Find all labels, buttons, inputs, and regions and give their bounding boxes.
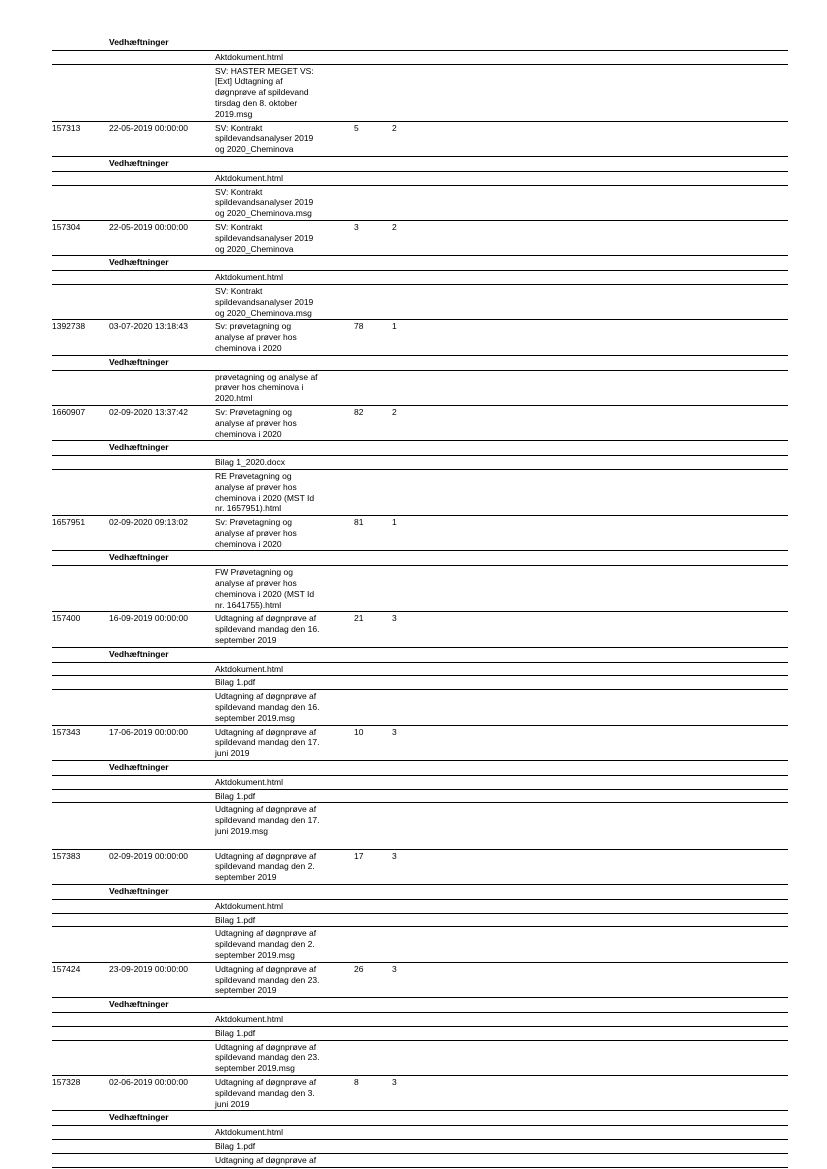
attachment-row bbox=[52, 690, 788, 725]
record-count-b: 3 bbox=[392, 963, 397, 974]
record-count-a: 81 bbox=[354, 517, 364, 528]
record-id: 1657951 bbox=[52, 517, 86, 528]
record-count-a: 5 bbox=[354, 122, 359, 133]
attachments-label: Vedhæftninger bbox=[109, 157, 169, 168]
attachments-label: Vedhæftninger bbox=[109, 552, 169, 563]
record-date: 02-06-2019 00:00:00 bbox=[109, 1076, 188, 1087]
attachment-row bbox=[52, 776, 788, 790]
record-row bbox=[52, 726, 788, 761]
attachment-row bbox=[52, 1154, 788, 1168]
attachments-label: Vedhæftninger bbox=[109, 999, 169, 1010]
attachment-row bbox=[52, 566, 788, 612]
attachment-row bbox=[52, 927, 788, 962]
attachments-header-row bbox=[52, 1111, 788, 1126]
attachment-row bbox=[52, 456, 788, 470]
attachment-name: Bilag 1_2020.docx bbox=[215, 457, 285, 468]
record-date: 22-05-2019 00:00:00 bbox=[109, 221, 188, 232]
record-count-b: 3 bbox=[392, 1076, 397, 1087]
attachment-name: Aktdokument.html bbox=[215, 51, 284, 62]
record-count-b: 1 bbox=[392, 517, 397, 528]
attachments-header-row bbox=[52, 256, 788, 271]
attachments-label: Vedhæftninger bbox=[109, 762, 169, 773]
record-count-a: 3 bbox=[354, 221, 359, 232]
document-table bbox=[52, 36, 788, 1168]
attachment-name: prøvetagning og analyse af prøver hos cheminova i 2020.html bbox=[215, 371, 318, 404]
record-date: 16-09-2019 00:00:00 bbox=[109, 613, 188, 624]
record-id: 157328 bbox=[52, 1076, 81, 1087]
attachments-header-row bbox=[52, 648, 788, 663]
attachment-name: Bilag 1.pdf bbox=[215, 1027, 256, 1038]
attachment-row bbox=[52, 900, 788, 914]
attachment-name: Udtagning af døgnprøve af spildevand mandag den 23. september 2019.msg bbox=[215, 1041, 320, 1074]
record-title: Udtagning af døgnprøve af spildevand mandag den 23. september 2019 bbox=[215, 963, 320, 996]
record-count-b: 1 bbox=[392, 321, 397, 332]
record-row bbox=[52, 221, 788, 256]
attachment-row bbox=[52, 271, 788, 285]
attachments-label: Vedhæftninger bbox=[109, 648, 169, 659]
attachment-row bbox=[52, 371, 788, 406]
attachment-name: Bilag 1.pdf bbox=[215, 677, 256, 688]
attachment-name: SV: HASTER MEGET VS: [Ext] Udtagning af døgnprøve af spildevand tirsdag den 8. oktober 2019.msg bbox=[215, 65, 314, 119]
attachment-row bbox=[52, 285, 788, 320]
attachment-name: Aktdokument.html bbox=[215, 1013, 284, 1024]
record-id: 157313 bbox=[52, 122, 81, 133]
attachment-name: Aktdokument.html bbox=[215, 663, 284, 674]
attachment-row bbox=[52, 663, 788, 677]
attachments-label: Vedhæftninger bbox=[109, 257, 169, 268]
record-row bbox=[52, 963, 788, 998]
attachments-label: Vedhæftninger bbox=[109, 37, 169, 47]
record-title: Udtagning af døgnprøve af spildevand mandag den 16. september 2019 bbox=[215, 613, 320, 646]
record-date: 02-09-2020 13:37:42 bbox=[109, 406, 188, 417]
attachments-header-row bbox=[52, 157, 788, 172]
attachment-name: Aktdokument.html bbox=[215, 776, 284, 787]
record-title: Sv: prøvetagning og analyse af prøver hos cheminova i 2020 bbox=[215, 321, 297, 353]
record-row bbox=[52, 612, 788, 647]
attachment-row bbox=[52, 470, 788, 516]
record-date: 23-09-2019 00:00:00 bbox=[109, 963, 188, 974]
record-date: 02-09-2020 09:13:02 bbox=[109, 517, 188, 528]
attachments-label: Vedhæftninger bbox=[109, 442, 169, 453]
attachment-row bbox=[52, 790, 788, 804]
attachment-name: FW Prøvetagning og analyse af prøver hos cheminova i 2020 (MST Id nr. 1641755).html bbox=[215, 567, 315, 610]
record-count-b: 3 bbox=[392, 726, 397, 737]
record-title: SV: Kontrakt spildevandsanalyser 2019 og 2020_Cheminova bbox=[215, 122, 314, 155]
attachment-name: Udtagning af døgnprøve af bbox=[215, 1154, 317, 1165]
attachment-row bbox=[52, 1126, 788, 1140]
record-count-a: 82 bbox=[354, 406, 364, 417]
attachment-row bbox=[52, 186, 788, 221]
attachment-name: SV: Kontrakt spildevandsanalyser 2019 og 2020_Cheminova.msg bbox=[215, 285, 314, 318]
record-row bbox=[52, 850, 788, 885]
record-id: 157304 bbox=[52, 221, 81, 232]
attachment-row bbox=[52, 1041, 788, 1076]
attachments-header-row bbox=[52, 885, 788, 900]
record-date: 03-07-2020 13:18:43 bbox=[109, 321, 188, 332]
record-count-b: 3 bbox=[392, 850, 397, 861]
record-count-a: 21 bbox=[354, 613, 364, 624]
record-title: Sv: Prøvetagning og analyse af prøver hos cheminova i 2020 bbox=[215, 406, 297, 439]
attachment-name: Udtagning af døgnprøve af spildevand mandag den 16. september 2019.msg bbox=[215, 691, 320, 723]
record-id: 157343 bbox=[52, 726, 81, 737]
attachments-header-row bbox=[52, 761, 788, 776]
attachment-name: RE Prøvetagning og analyse af prøver hos cheminova i 2020 (MST Id nr. 1657951).html bbox=[215, 470, 315, 514]
record-count-a: 10 bbox=[354, 726, 364, 737]
attachment-name: Bilag 1.pdf bbox=[215, 790, 256, 801]
attachment-name: Bilag 1.pdf bbox=[215, 1140, 256, 1151]
attachments-label: Vedhæftninger bbox=[109, 356, 169, 367]
record-count-b: 2 bbox=[392, 221, 397, 232]
record-title: Sv: Prøvetagning og analyse af prøver hos cheminova i 2020 bbox=[215, 517, 297, 549]
attachment-name: Udtagning af døgnprøve af spildevand mandag den 2. september 2019.msg bbox=[215, 928, 317, 960]
attachment-row bbox=[52, 1013, 788, 1027]
attachments-label: Vedhæftninger bbox=[109, 1112, 169, 1123]
attachment-name: Aktdokument.html bbox=[215, 272, 284, 283]
record-row bbox=[52, 1076, 788, 1111]
record-count-a: 17 bbox=[354, 850, 364, 861]
record-count-b: 3 bbox=[392, 613, 397, 624]
record-id: 157400 bbox=[52, 613, 81, 624]
record-count-b: 2 bbox=[392, 406, 397, 417]
attachments-header-row bbox=[52, 36, 788, 51]
attachment-row bbox=[52, 1140, 788, 1154]
attachments-header-row bbox=[52, 998, 788, 1013]
attachments-header-row bbox=[52, 551, 788, 566]
record-count-a: 26 bbox=[354, 963, 364, 974]
record-title: SV: Kontrakt spildevandsanalyser 2019 og 2020_Cheminova bbox=[215, 221, 314, 254]
record-count-b: 2 bbox=[392, 122, 397, 133]
record-date: 17-06-2019 00:00:00 bbox=[109, 726, 188, 737]
attachment-row bbox=[52, 803, 788, 849]
record-row bbox=[52, 406, 788, 441]
record-title: Udtagning af døgnprøve af spildevand mandag den 3. juni 2019 bbox=[215, 1076, 317, 1109]
attachment-row bbox=[52, 172, 788, 186]
attachments-header-row bbox=[52, 356, 788, 371]
attachment-row bbox=[52, 676, 788, 690]
record-count-a: 8 bbox=[354, 1076, 359, 1087]
record-id: 1392738 bbox=[52, 321, 86, 332]
record-date: 22-05-2019 00:00:00 bbox=[109, 122, 188, 133]
attachment-row bbox=[52, 65, 788, 122]
record-id: 1660907 bbox=[52, 406, 86, 417]
attachment-row bbox=[52, 1027, 788, 1041]
record-row bbox=[52, 122, 788, 157]
record-id: 157383 bbox=[52, 850, 81, 861]
attachment-name: SV: Kontrakt spildevandsanalyser 2019 og 2020_Cheminova.msg bbox=[215, 186, 314, 219]
record-title: Udtagning af døgnprøve af spildevand mandag den 2. september 2019 bbox=[215, 850, 317, 883]
record-date: 02-09-2019 00:00:00 bbox=[109, 850, 188, 861]
record-count-a: 78 bbox=[354, 321, 364, 332]
record-title: Udtagning af døgnprøve af spildevand mandag den 17. juni 2019 bbox=[215, 726, 320, 759]
record-row bbox=[52, 320, 788, 355]
attachment-name: Aktdokument.html bbox=[215, 1127, 284, 1138]
attachment-name: Udtagning af døgnprøve af spildevand mandag den 17. juni 2019.msg bbox=[215, 804, 320, 837]
attachment-row bbox=[52, 51, 788, 65]
attachment-name: Bilag 1.pdf bbox=[215, 914, 256, 925]
attachment-row bbox=[52, 914, 788, 928]
attachment-name: Aktdokument.html bbox=[215, 900, 284, 911]
attachments-header-row bbox=[52, 441, 788, 456]
attachment-name: Aktdokument.html bbox=[215, 172, 284, 183]
attachments-label: Vedhæftninger bbox=[109, 886, 169, 896]
record-id: 157424 bbox=[52, 963, 81, 974]
record-row bbox=[52, 516, 788, 551]
